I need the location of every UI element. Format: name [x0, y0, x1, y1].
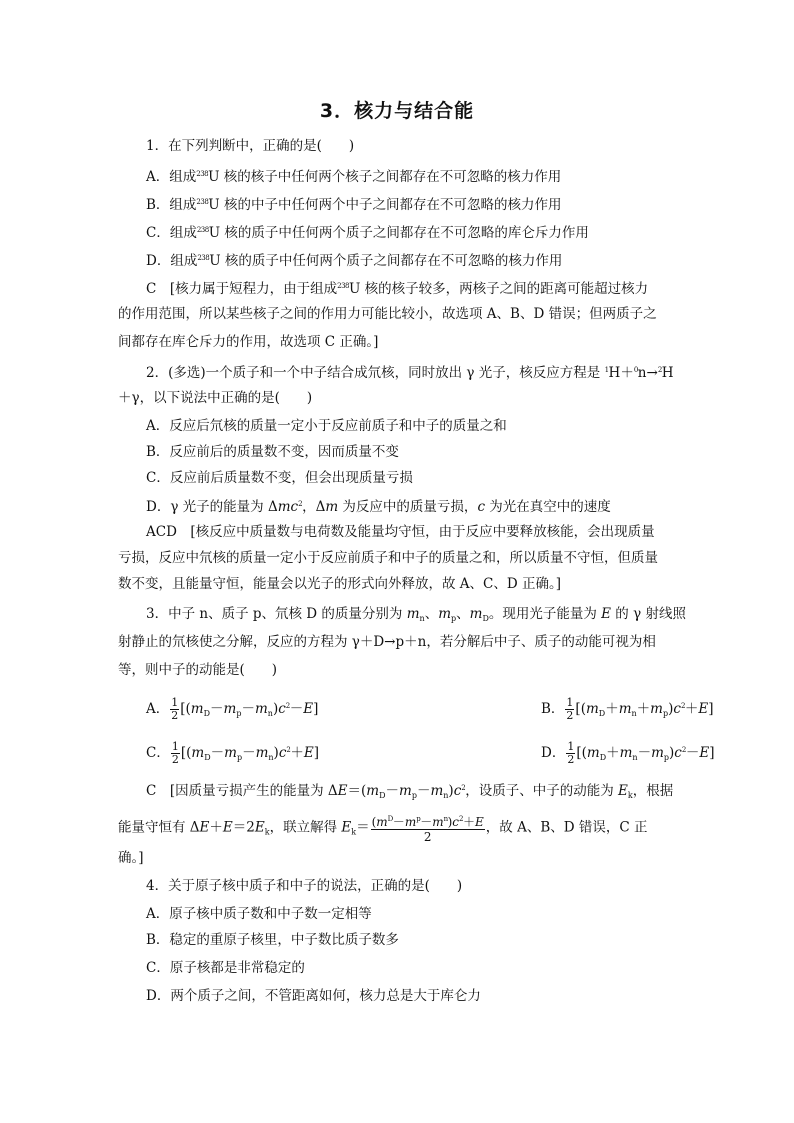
q3-options-row-1: [146, 696, 714, 724]
q3-option-c: C． $\frac{1}{2}$ $[(m_D-m_p-m_n)c^2+E]$: [146, 740, 319, 766]
q2-answer-line-3: 数不变，且能量守恒，能量会以光子的形式向外释放，故 A、C、D 正确。]: [118, 576, 562, 592]
q1-option-b: B．组成$^{238}$U 核的中子中任何两个中子之间都存在不可忽略的核力作用: [146, 197, 562, 213]
q2-stem-line-1: 2．(多选)一个质子和一个中子结合成氘核，同时放出 γ 光子，核反应方程是 $^1$H＋$^0$n→$^2$H: [146, 365, 674, 381]
fraction-half: $\frac{1}{2}$: [567, 740, 575, 766]
q4-option-b: B．稳定的重原子核里，中子数比质子数多: [146, 932, 399, 948]
page-title: 3．核力与结合能: [319, 100, 475, 122]
q2-option-c: C．反应前后质量数不变，但会出现质量亏损: [146, 470, 413, 486]
q1-option-c: C．组成$^{238}$U 核的质子中任何两个质子之间都存在不可忽略的库仑斥力作用: [146, 225, 589, 241]
q2-option-b: B．反应前后的质量数不变，因而质量不变: [146, 444, 399, 460]
kinetic-energy-fraction: $\frac{(m^D-m^p-m^n)c^2+E}{2}$: [371, 812, 485, 844]
q3-option-d: D． $\frac{1}{2}$ $[(m_D+m_n-m_p)c^2-E]$: [541, 740, 715, 766]
q4-option-c: C．原子核都是非常稳定的: [146, 960, 305, 976]
q1-answer-line-1: C [核力属于短程力，由于组成$^{238}$U 核的核子较多，两核子之间的距离可能超过核力: [146, 281, 649, 297]
fraction-half: $\frac{1}{2}$: [171, 740, 179, 766]
q3-option-a: A． $\frac{1}{2}$ $[(m_D-m_p-m_n)c^2-E]$: [146, 696, 319, 722]
q4-stem: 4．关于原子核中质子和中子的说法，正确的是( ): [146, 878, 463, 894]
q3-option-b: B． $\frac{1}{2}$ $[(m_D+m_n+m_p)c^2+E]$: [541, 696, 714, 722]
q3-stem-line-3: 等，则中子的动能是( ): [118, 662, 278, 678]
q2-answer-line-1: ACD [核反应中质量数与电荷数及能量均守恒，由于反应中要释放核能，会出现质量: [146, 524, 655, 540]
fraction-half: $\frac{1}{2}$: [171, 696, 179, 722]
q3-answer-line-2: 能量守恒有 $\Delta E+E=2E_k$，联立解得 $E_k=$ $\frac{(m^D-m^p-m^n)c^2+E}{2}$ ，故 A、B、D 错误，C 正: [118, 812, 678, 844]
q3-answer-line-3: 确。]: [118, 850, 144, 866]
q3-options-row-2: [146, 740, 715, 768]
q1-answer-line-3: 间都存在库仑斥力的作用，故选项 C 正确。]: [118, 334, 379, 350]
q1-option-a: A．组成$^{238}$U 核的核子中任何两个核子之间都存在不可忽略的核力作用: [146, 169, 562, 185]
q1-stem: 1．在下列判断中，正确的是( ): [146, 138, 355, 154]
q1-answer-line-2: 的作用范围，所以某些核子之间的作用力可能比较小，故选项 A、B、D 错误；但两质子之: [118, 306, 657, 322]
q3-stem-line-1: 3．中子 n、质子 p、氘核 D 的质量分别为 $m_n$、$m_p$、$m_D$。现用光子能量为 E 的 γ 射线照: [146, 606, 686, 623]
q4-option-a: A．原子核中质子数和中子数一定相等: [146, 906, 372, 922]
q4-option-d: D．两个质子之间，不管距离如何，核力总是大于库仑力: [146, 988, 481, 1004]
q2-answer-line-2: 亏损，反应中氘核的质量一定小于反应前质子和中子的质量之和，所以质量不守恒，但质量: [118, 550, 658, 566]
q3-stem-line-2: 射静止的氘核使之分解，反应的方程为 γ＋D→p＋n，若分解后中子、质子的动能可视为相: [118, 634, 656, 650]
q3-answer-line-1: C [因质量亏损产生的能量为 $\Delta E=(m_D-m_p-m_n)c^2$，设质子、中子的动能为 $E_k$，根据: [146, 783, 674, 800]
q1-option-d: D．组成$^{238}$U 核的质子中任何两个质子之间都存在不可忽略的核力作用: [146, 253, 563, 269]
q2-option-d: D．γ 光子的能量为 Δmc$^2$，Δm 为反应中的质量亏损，c 为光在真空中的速度: [146, 499, 611, 515]
fraction-half: $\frac{1}{2}$: [566, 696, 574, 722]
q2-stem-line-2: ＋γ，以下说法中正确的是( ): [118, 390, 313, 406]
q2-option-a: A．反应后氘核的质量一定小于反应前质子和中子的质量之和: [146, 418, 507, 434]
